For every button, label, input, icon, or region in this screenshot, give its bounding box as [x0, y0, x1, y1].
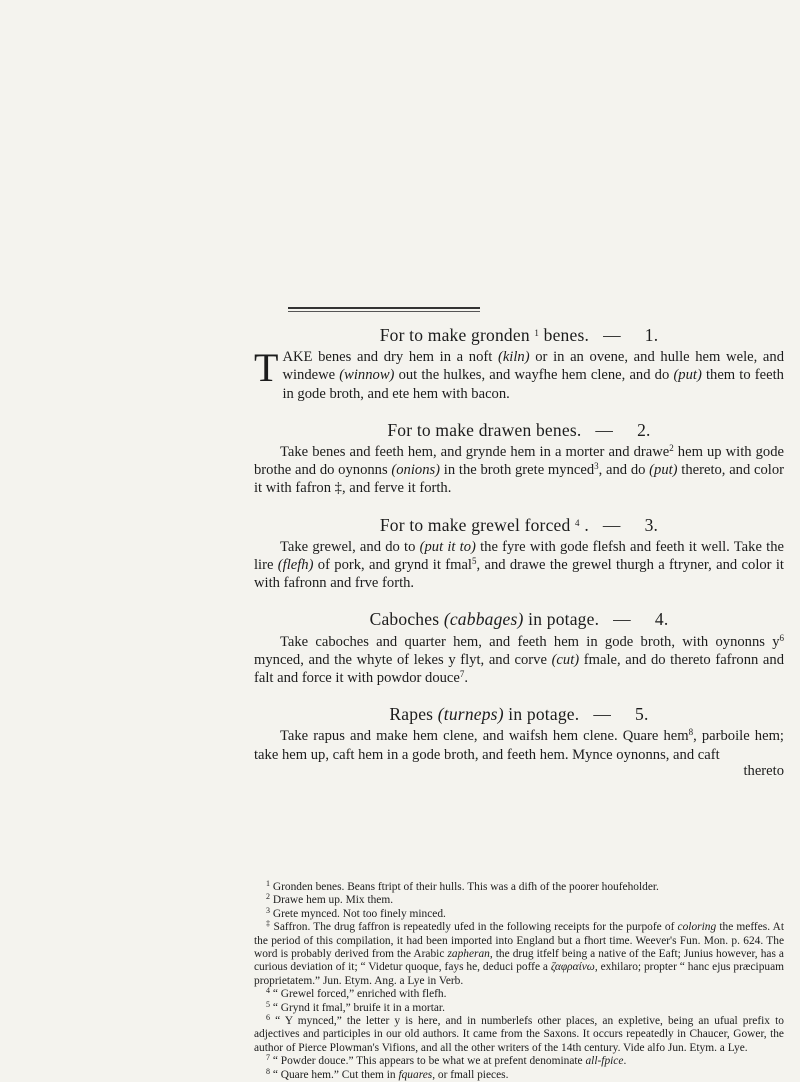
italic-gloss: (put it to): [419, 538, 476, 555]
footnote-ref: 1: [534, 328, 540, 338]
footnote-ref: 3: [594, 461, 599, 472]
text-run: out the hulkes, and wayfhe hem clene, and do: [394, 367, 674, 384]
footnote: [254, 1055, 784, 1068]
heading-tail: benes.: [543, 325, 590, 345]
recipe-paragraph: [254, 727, 784, 763]
text-run: .: [464, 670, 469, 687]
footnote: [254, 999, 784, 1015]
recipe-heading: [254, 516, 784, 534]
footnote-mark: 7: [266, 1053, 270, 1063]
footnote-mark: 3: [266, 905, 270, 915]
text-run: “ Quare hem.” Cut them in: [272, 1068, 399, 1081]
heading-title: For to make drawen benes.: [387, 419, 582, 440]
text-run: hem up with gode brothe and do oynonns: [254, 444, 784, 479]
text-run: , and drawe the grewel thurgh a ftryner, and color it with fafronn and frve forth.: [254, 557, 784, 592]
italic-gloss: (put): [673, 367, 702, 384]
text-run: or in an ovene, and hulle hem wele, and windewe: [282, 349, 784, 384]
footnote: [254, 905, 784, 921]
recipe-number: 5.: [635, 704, 649, 725]
heading-dash: —: [603, 325, 621, 345]
footnote: [254, 1015, 784, 1055]
heading-dash: —: [593, 704, 612, 725]
italic-gloss: (kiln): [497, 349, 530, 366]
text-run: , exhilaro; propter “ hanc ejus præcipuam proprietatem.” Jun. Etym. Ang. a Lye in Verb.: [254, 961, 784, 987]
text-run: fmale, and do thereto fafronn and falt and force it with powdor douce: [254, 651, 784, 687]
heading-title: Rapes: [389, 704, 438, 725]
italic-gloss: (flefh): [277, 557, 314, 574]
italic-gloss: zapheran: [447, 948, 490, 961]
heading-dash: —: [602, 514, 621, 535]
header-rule-thin: [288, 311, 480, 312]
footnote-mark: 5: [266, 999, 270, 1009]
text-run: , or fmall pieces.: [432, 1068, 509, 1081]
footnote: [254, 988, 784, 1001]
text-run: Drawe hem up. Mix them.: [272, 894, 394, 907]
footnote: [254, 881, 784, 894]
recipe-heading: [254, 610, 784, 628]
text-run: “ Y mynced,” the letter y is here, and in numberlefs other places, an expletive, being an ufual prefix to adjectives and participles in our old authors. It came from the Saxons. It occurs repeatedly in Chaucer, Gower, the author of Pierce Plowman's Vifions, and all the other writers of the 14th century. Vide alfo Jun. Etym. a Lye.: [254, 1015, 784, 1054]
footnote-ref: 6: [779, 632, 784, 643]
heading-tail: in potage.: [503, 704, 580, 725]
footnote-mark: 4: [266, 986, 270, 996]
italic-gloss: fquares: [398, 1068, 433, 1081]
footnote-ref: 4: [575, 517, 580, 528]
footnote-ref: 8: [688, 727, 694, 738]
heading-title: For to make gronden: [379, 325, 530, 345]
text-run: Take caboches and quarter hem, and feeth hem in gode broth, with oynonns y: [280, 633, 780, 650]
recipe-paragraph: [254, 633, 784, 688]
recipe-number: 1.: [644, 325, 659, 345]
text-run: Take rapus and make hem clene, and waifsh hem clene. Quare hem: [280, 728, 689, 745]
text-run: Take benes and feeth hem, and grynde hem in a morter and drawe: [280, 444, 670, 461]
heading-tail: in potage.: [523, 609, 600, 630]
heading-gloss: (cabbages): [443, 609, 524, 630]
footnote-ref: 2: [669, 443, 674, 454]
text-run: .: [623, 1055, 627, 1068]
recipe-paragraph: [254, 538, 784, 593]
text-run: in the broth grete mynced: [440, 462, 595, 479]
heading-dash: —: [613, 609, 631, 630]
heading-title: For to make grewel forced: [379, 514, 571, 535]
footnote-ref: 7: [459, 669, 465, 680]
italic-gloss: (onions): [391, 462, 441, 479]
drop-cap: T: [254, 345, 279, 391]
recipe-number: 4.: [654, 609, 669, 630]
text-run: Grete mynced. Not too finely minced.: [272, 907, 446, 920]
heading-title: Caboches: [369, 609, 444, 630]
text-run: Saffron. The drug faffron is repeatedly ufed in the following receipts for the purpofe of: [273, 921, 678, 934]
italic-gloss: (put): [649, 462, 678, 479]
footnote-mark: 8: [266, 1066, 270, 1076]
text-run: mynced, and the whyte of lekes y flyt, and corve: [254, 651, 552, 668]
text-run: AKE benes and dry hem in a noft: [282, 349, 498, 366]
recipe-heading: [254, 326, 784, 344]
footnote-mark: 1: [266, 879, 270, 888]
text-run: them to feeth in gode broth, and ete hem with bacon.: [282, 367, 784, 402]
recipe-number: 2.: [637, 419, 651, 440]
text-run: the fyre with gode flefsh and feeth it well. Take the lire: [254, 538, 784, 574]
text-run: “ Grynd it fmal,” bruife it in a mortar.: [272, 1001, 445, 1014]
header-rule: [288, 307, 480, 309]
italic-gloss: (cut): [551, 651, 580, 668]
footnote-mark: ‡: [266, 919, 271, 929]
recipe-paragraph: [254, 443, 784, 498]
recipe-heading: [254, 421, 784, 439]
footnote: [254, 921, 784, 988]
text-run: , parboile hem; take hem up, caft hem in a gode broth, and feeth hem. Mynce oynonns, and caft: [254, 728, 784, 763]
recipe-paragraph: [254, 345, 784, 403]
recipe-heading: [254, 705, 784, 723]
text-run: the meffes. At the period of this compilation, it had been imported into England but a fhort time. Weever's Fun. Mon. p. 624. The word is probably derived from the Arabic: [254, 921, 784, 961]
text-run: thereto, and color it with fafron ‡, and ferve it forth.: [254, 462, 784, 497]
italic-gloss: all-fpice: [585, 1055, 624, 1068]
text-run: Take grewel, and do to: [280, 538, 420, 555]
italic-gloss: coloring: [677, 921, 717, 934]
text-run: Gronden benes. Beans ftript of their hulls. This was a difh of the poorer houfeholder.: [272, 881, 659, 893]
footnote: [254, 894, 784, 907]
footnote-mark: 2: [266, 892, 270, 902]
text-run: , and do: [598, 462, 650, 479]
heading-dash: —: [595, 419, 614, 440]
text-run: “ Powder douce.” This appears to be what we at prefent denominate: [272, 1055, 586, 1068]
text-run: “ Grewel forced,” enriched with flefh.: [272, 988, 447, 1001]
recipe-number: 3.: [644, 514, 659, 535]
italic-gloss: (winnow): [339, 367, 395, 384]
text-run: , the drug itfelf being a native of the Eaft; Junius however, has a curious deviation of it; “ Videtur quoque, fays he, deduci poffe a: [254, 948, 784, 974]
heading-tail: .: [584, 514, 589, 535]
recipe-text: [254, 326, 784, 780]
italic-gloss: ζαφραίνω: [550, 961, 595, 974]
text-run: of pork, and grynd it fmal: [313, 557, 472, 574]
footnote-ref: 5: [471, 556, 477, 567]
footnote-mark: 6: [266, 1013, 270, 1023]
footnote: [254, 1066, 784, 1082]
heading-gloss: (turneps): [437, 704, 504, 725]
catchword: thereto: [743, 762, 784, 779]
footnotes: [254, 881, 784, 1082]
